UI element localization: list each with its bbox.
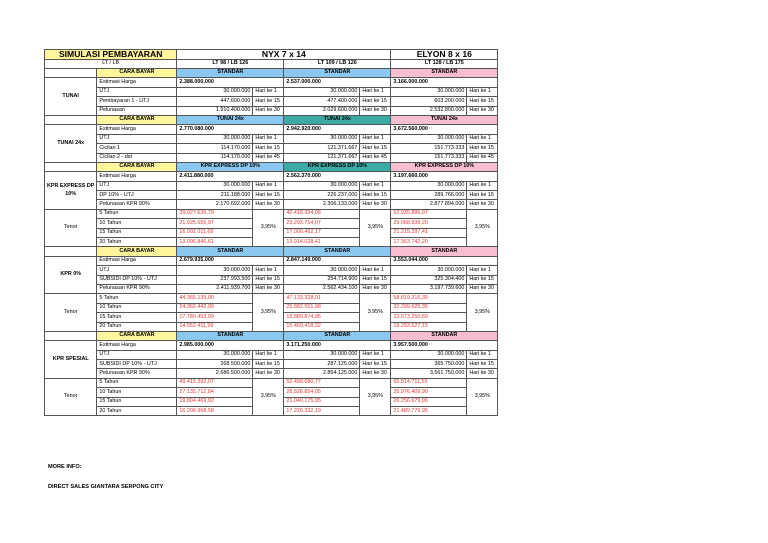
tenor-years: 10 Tahun <box>97 388 177 397</box>
amount-value: 365.750.000 <box>391 360 467 369</box>
plan-header: TUNAI 24x <box>284 115 391 124</box>
installment-value: 13.914.028,41 <box>284 238 360 247</box>
amount-value: 151.773.333 <box>391 153 467 162</box>
day-label: Hari ke 15 <box>360 191 391 200</box>
plan-header: TUNAI 24x <box>391 115 498 124</box>
day-label: Hari ke 15 <box>467 360 498 369</box>
plan-header: STANDAR <box>391 331 498 340</box>
amount-value: 30.000.000 <box>391 266 467 275</box>
tenor-years: 10 Tahun <box>97 303 177 312</box>
amount-value: 121.371.667 <box>284 153 360 162</box>
tenor-years: 5 Tahun <box>97 209 177 218</box>
day-label: Hari ke 15 <box>467 144 498 153</box>
amount-value: 3.561.750.000 <box>391 369 467 378</box>
row-label: UTJ <box>97 266 177 275</box>
day-label: Hari ke 30 <box>467 369 498 378</box>
estimate-value: 2.847.149.000 <box>284 256 391 265</box>
estimate-value: 3.672.560.000 <box>391 125 498 134</box>
day-label: Hari ke 30 <box>360 369 391 378</box>
day-label: Hari ke 15 <box>253 191 284 200</box>
amount-value: 30.000.000 <box>391 181 467 190</box>
row-label: Pembayaran 1 - UTJ <box>97 97 177 106</box>
amount-value: 289.766.000 <box>391 191 467 200</box>
installment-value: 19.293.527,15 <box>391 322 467 331</box>
day-label: Hari ke 30 <box>360 200 391 209</box>
installment-value: 21.489.779,95 <box>391 407 467 416</box>
row-label: Estimasi Harga <box>97 172 177 181</box>
day-label: Hari ke 1 <box>467 266 498 275</box>
installment-value: 17.780.453,09 <box>177 313 253 322</box>
installment-value: 21.925.655,97 <box>177 219 253 228</box>
amount-value: 30.000.000 <box>177 350 253 359</box>
estimate-value: 2.537.000.000 <box>284 78 391 87</box>
day-label: Hari ke 1 <box>360 87 391 96</box>
amount-value: 2.562.434.100 <box>284 284 360 293</box>
lt-lb-label: LT / LB <box>45 59 177 68</box>
category-label: KPR 0% <box>45 256 97 294</box>
installment-value: 42.418.934,06 <box>284 209 360 218</box>
estimate-value: 3.171.250.000 <box>284 341 391 350</box>
amount-value: 2.170.692.000 <box>177 200 253 209</box>
row-label: UTJ <box>97 87 177 96</box>
day-label: Hari ke 15 <box>253 275 284 284</box>
row-label: UTJ <box>97 350 177 359</box>
plan-header: STANDAR <box>177 331 284 340</box>
amount-value: 237.993.500 <box>177 275 253 284</box>
amount-value: 603.200.000 <box>391 97 467 106</box>
model-elyon: ELYON 8 x 16 <box>391 50 498 60</box>
day-label: Hari ke 45 <box>467 153 498 162</box>
installment-value: 65.514.711,59 <box>391 378 467 387</box>
day-label: Hari ke 1 <box>467 134 498 143</box>
amount-value: 1.910.400.000 <box>177 106 253 115</box>
interest-rate: 3,95% <box>360 294 391 332</box>
day-label: Hari ke 15 <box>467 97 498 106</box>
day-label: Hari ke 15 <box>360 144 391 153</box>
amount-value: 2.411.939.700 <box>177 284 253 293</box>
amount-value: 30.000.000 <box>177 266 253 275</box>
tenor-years: 5 Tahun <box>97 294 177 303</box>
interest-rate: 3,95% <box>253 294 284 332</box>
interest-rate: 3,95% <box>360 378 391 416</box>
amount-value: 3.197.739.600 <box>391 284 467 293</box>
amount-value: 268.500.000 <box>177 360 253 369</box>
plan-header: STANDAR <box>177 68 284 77</box>
sheet-title: SIMULASI PEMBAYARAN <box>45 50 177 60</box>
amount-value: 30.000.000 <box>284 266 360 275</box>
interest-rate: 3,95% <box>467 209 498 247</box>
tenor-years: 20 Tahun <box>97 238 177 247</box>
interest-rate: 3,95% <box>467 378 498 416</box>
amount-value: 2.306.133.000 <box>284 200 360 209</box>
estimate-value: 3.553.044.000 <box>391 256 498 265</box>
interest-rate: 3,95% <box>360 209 391 247</box>
tenor-years: 15 Tahun <box>97 313 177 322</box>
installment-value: 52.498.680,77 <box>284 378 360 387</box>
day-label: Hari ke 15 <box>360 360 391 369</box>
day-label: Hari ke 30 <box>360 106 391 115</box>
row-label: Estimasi Harga <box>97 125 177 134</box>
estimate-value: 3.166.000.000 <box>391 78 498 87</box>
tenor-label: Tenor <box>45 378 97 416</box>
day-label: Hari ke 30 <box>253 106 284 115</box>
pricing-table <box>44 49 605 416</box>
installment-value: 24.362.442,99 <box>177 303 253 312</box>
estimate-value: 2.562.370.000 <box>284 172 391 181</box>
estimate-value: 2.411.880.000 <box>177 172 284 181</box>
category-label <box>45 172 97 210</box>
day-label: Hari ke 1 <box>360 350 391 359</box>
row-label: Pelunasan KPR 90% <box>97 284 177 293</box>
row-label: DP 10% - UTJ <box>97 191 177 200</box>
installment-value: 21.215.397,41 <box>391 228 467 237</box>
interest-rate: 3,95% <box>253 209 284 247</box>
plan-header: STANDAR <box>284 331 391 340</box>
blank-cell <box>45 115 97 124</box>
day-label: Hari ke 15 <box>253 144 284 153</box>
plan-header: STANDAR <box>284 247 391 256</box>
unit-size: LT 109 / LB 126 <box>284 59 391 68</box>
day-label: Hari ke 1 <box>360 266 391 275</box>
category-label: KPR SPESIAL <box>45 341 97 379</box>
installment-value: 27.135.712,84 <box>177 388 253 397</box>
row-label: UTJ <box>97 181 177 190</box>
amount-value: 114.170.000 <box>177 153 253 162</box>
amount-value: 2.029.600.000 <box>284 106 360 115</box>
tenor-years: 5 Tahun <box>97 378 177 387</box>
amount-value: 121.371.667 <box>284 144 360 153</box>
unit-size: LT 128 / LB 175 <box>391 59 498 68</box>
row-label: Estimasi Harga <box>97 78 177 87</box>
estimate-value: 2.679.935.000 <box>177 256 284 265</box>
plan-header: STANDAR <box>391 247 498 256</box>
day-label: Hari ke 30 <box>467 284 498 293</box>
installment-value: 47.133.328,01 <box>284 294 360 303</box>
amount-value: 30.000.000 <box>177 181 253 190</box>
installment-value: 39.927.636,79 <box>177 209 253 218</box>
amount-value: 30.000.000 <box>391 350 467 359</box>
day-label: Hari ke 1 <box>467 181 498 190</box>
tenor-years: 20 Tahun <box>97 322 177 331</box>
category-label: TUNAI <box>45 78 97 116</box>
amount-value: 287.125.000 <box>284 360 360 369</box>
installment-value: 18.889.874,95 <box>284 313 360 322</box>
day-label: Hari ke 30 <box>253 369 284 378</box>
amount-value: 477.400.000 <box>284 97 360 106</box>
interest-rate: 3,95% <box>467 294 498 332</box>
amount-value: 211.188.000 <box>177 191 253 200</box>
blank-cell <box>45 331 97 340</box>
cara-bayar-header: CARA BAYAR <box>97 331 177 340</box>
amount-value: 2.854.125.000 <box>284 369 360 378</box>
plan-header: KPR EXPRESS DP 10% <box>391 162 498 171</box>
day-label: Hari ke 15 <box>467 191 498 200</box>
installment-value: 19.804.469,92 <box>177 397 253 406</box>
estimate-value: 2.942.920.000 <box>284 125 391 134</box>
installment-value: 17.220.332,19 <box>284 407 360 416</box>
cara-bayar-header: CARA BAYAR <box>97 162 177 171</box>
plan-header: KPR EXPRESS DP 10% <box>284 162 391 171</box>
tenor-years: 15 Tahun <box>97 228 177 237</box>
day-label: Hari ke 1 <box>253 266 284 275</box>
row-label: Cicilan 2 - dst <box>97 153 177 162</box>
day-label: Hari ke 15 <box>360 275 391 284</box>
row-label: Pelunasan KPR 90% <box>97 369 177 378</box>
amount-value: 30.000.000 <box>177 134 253 143</box>
amount-value: 30.000.000 <box>284 87 360 96</box>
installment-value: 26.256.679,96 <box>391 397 467 406</box>
installment-value: 28.828.854,05 <box>284 388 360 397</box>
day-label: Hari ke 30 <box>253 284 284 293</box>
day-label: Hari ke 15 <box>467 275 498 284</box>
unit-size: LT 98 / LB 126 <box>177 59 284 68</box>
day-label: Hari ke 1 <box>253 350 284 359</box>
amount-value: 30.000.000 <box>284 350 360 359</box>
day-label: Hari ke 1 <box>467 350 498 359</box>
installment-value: 23.573.250,59 <box>391 313 467 322</box>
row-label: UTJ <box>97 134 177 143</box>
day-label: Hari ke 30 <box>467 106 498 115</box>
blank-cell <box>45 247 97 256</box>
cara-bayar-header: CARA BAYAR <box>97 115 177 124</box>
amount-value: 30.000.000 <box>391 134 467 143</box>
day-label: Hari ke 1 <box>253 87 284 96</box>
installment-value: 17.000.462,17 <box>284 228 360 237</box>
plan-header: STANDAR <box>177 247 284 256</box>
more-info-label: MORE INFO: <box>48 464 82 470</box>
category-label: TUNAI 24x <box>45 125 97 163</box>
amount-value: 151.773.333 <box>391 144 467 153</box>
category-label-line2: 10% <box>65 191 77 198</box>
amount-value: 30.000.000 <box>284 134 360 143</box>
row-label: Pelunasan KPR 90% <box>97 200 177 209</box>
installment-value: 15.460.418,32 <box>284 322 360 331</box>
amount-value: 114.170.000 <box>177 144 253 153</box>
installment-value: 49.415.392,07 <box>177 378 253 387</box>
tenor-label: Tenor <box>45 209 97 247</box>
tenor-years: 20 Tahun <box>97 407 177 416</box>
estimate-value: 3.957.500.000 <box>391 341 498 350</box>
row-label: Cicilan 1 <box>97 144 177 153</box>
estimate-value: 2.985.000.000 <box>177 341 284 350</box>
day-label: Hari ke 30 <box>467 200 498 209</box>
estimate-value: 2.388.000.000 <box>177 78 284 87</box>
row-label: Pelunasan <box>97 106 177 115</box>
amount-value: 2.877.894.000 <box>391 200 467 209</box>
installment-value: 44.365.139,00 <box>177 294 253 303</box>
amount-value: 2.686.500.000 <box>177 369 253 378</box>
installment-value: 23.293.714,07 <box>284 219 360 228</box>
amount-value: 325.304.400 <box>391 275 467 284</box>
installment-value: 14.552.411,99 <box>177 322 253 331</box>
plan-header: STANDAR <box>391 68 498 77</box>
installment-value: 21.040.175,95 <box>284 397 360 406</box>
amount-value: 254.714.900 <box>284 275 360 284</box>
tenor-years: 10 Tahun <box>97 219 177 228</box>
cara-bayar-header: CARA BAYAR <box>97 247 177 256</box>
amount-value: 226.237.000 <box>284 191 360 200</box>
row-label: Estimasi Harga <box>97 341 177 350</box>
day-label: Hari ke 45 <box>253 153 284 162</box>
blank-cell <box>45 162 97 171</box>
model-nyx: NYX 7 x 14 <box>177 50 391 60</box>
estimate-value: 3.197.660.000 <box>391 172 498 181</box>
row-label: SUBSIDI DP 10% - UTJ <box>97 360 177 369</box>
amount-value: 447.600.000 <box>177 97 253 106</box>
tenor-years: 15 Tahun <box>97 397 177 406</box>
blank-cell <box>45 68 97 77</box>
day-label: Hari ke 30 <box>253 200 284 209</box>
day-label: Hari ke 1 <box>253 181 284 190</box>
day-label: Hari ke 1 <box>253 134 284 143</box>
installment-value: 13.096.846,61 <box>177 238 253 247</box>
estimate-value: 2.770.080.000 <box>177 125 284 134</box>
amount-value: 30.000.000 <box>391 87 467 96</box>
plan-header: KPR EXPRESS DP 10% <box>177 162 284 171</box>
interest-rate: 3,95% <box>253 378 284 416</box>
day-label: Hari ke 1 <box>467 87 498 96</box>
pricing-sheet <box>44 49 605 416</box>
installment-value: 35.976.409,90 <box>391 388 467 397</box>
installment-value: 16.002.011,69 <box>177 228 253 237</box>
day-label: Hari ke 1 <box>360 134 391 143</box>
day-label: Hari ke 15 <box>253 360 284 369</box>
day-label: Hari ke 45 <box>360 153 391 162</box>
installment-value: 58.819.316,35 <box>391 294 467 303</box>
tenor-label: Tenor <box>45 294 97 332</box>
installment-value: 16.208.968,58 <box>177 407 253 416</box>
installment-value: 32.299.625,35 <box>391 303 467 312</box>
category-label-line1: KPR EXPRESS DP <box>47 182 95 189</box>
amount-value: 30.000.000 <box>284 181 360 190</box>
amount-value: 30.000.000 <box>177 87 253 96</box>
plan-header: TUNAI 24x <box>177 115 284 124</box>
day-label: Hari ke 15 <box>360 97 391 106</box>
cara-bayar-header: CARA BAYAR <box>97 68 177 77</box>
row-label: Estimasi Harga <box>97 256 177 265</box>
day-label: Hari ke 1 <box>360 181 391 190</box>
day-label: Hari ke 30 <box>360 284 391 293</box>
installment-value: 25.882.551,98 <box>284 303 360 312</box>
row-label: SUBSIDI DP 10% - UTJ <box>97 275 177 284</box>
day-label: Hari ke 15 <box>253 97 284 106</box>
installment-value: 29.068.939,20 <box>391 219 467 228</box>
installment-value: 52.935.886,97 <box>391 209 467 218</box>
plan-header: STANDAR <box>284 68 391 77</box>
amount-value: 2.532.800.000 <box>391 106 467 115</box>
direct-sales-label: DIRECT SALES GIANTARA SERPONG CITY <box>48 484 164 490</box>
installment-value: 17.363.742,20 <box>391 238 467 247</box>
